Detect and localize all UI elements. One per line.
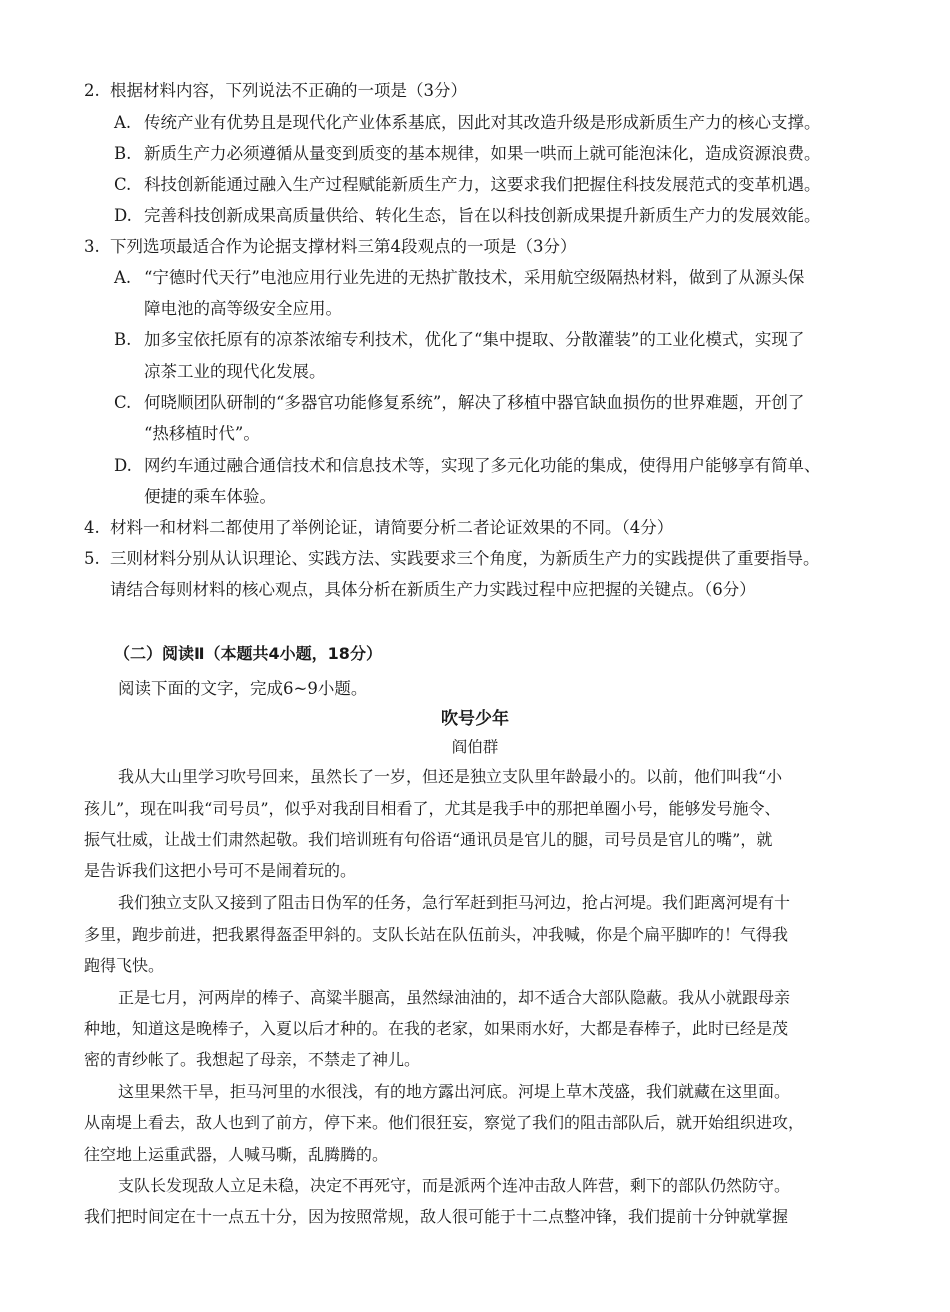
story-line: 密的青纱帐了。我想起了母亲，不禁走了神儿。 bbox=[84, 1050, 421, 1069]
section-heading: （二）阅读Ⅱ（本题共4小题，18分） bbox=[114, 644, 382, 663]
option-text: 加多宝依托原有的凉茶浓缩专利技术，优化了“集中提取、分散灌装”的工业化模式，实现了 bbox=[144, 330, 805, 349]
option-text: 科技创新能通过融入生产过程赋能新质生产力，这要求我们把握住科技发展范式的变革机遇。 bbox=[144, 175, 821, 194]
story-line: 振气壮威，让战士们肃然起敬。我们培训班有句俗语“通讯员是官儿的腿，司号员是官儿的嘴”，就 bbox=[84, 830, 773, 849]
option-text-continued: 障电池的高等级安全应用。 bbox=[144, 299, 342, 318]
question-number: 3. bbox=[84, 237, 100, 256]
story-title: 吹号少年 bbox=[441, 709, 509, 729]
q3-option-a bbox=[114, 268, 804, 288]
story-line: 我们独立支队又接到了阻击日伪军的任务，急行军赶到拒马河边，抢占河堤。我们距离河堤有十 bbox=[118, 893, 791, 912]
option-text-continued: “热移植时代”。 bbox=[144, 424, 260, 443]
story-line: 从南堤上看去，敌人也到了前方，停下来。他们很狂妄，察觉了我们的阻击部队后，就开始组织进攻， bbox=[84, 1113, 805, 1132]
option-letter: C. bbox=[114, 393, 132, 412]
story-line: 是告诉我们这把小号可不是闹着玩的。 bbox=[84, 861, 357, 880]
question-number: 5. bbox=[84, 549, 100, 568]
option-text: “宁德时代天行”电池应用行业先进的无热扩散技术，采用航空级隔热材料，做到了从源头保 bbox=[144, 268, 805, 287]
option-letter: A. bbox=[114, 113, 132, 132]
option-text: 网约车通过融合通信技术和信息技术等，实现了多元化功能的集成，使得用户能够享有简单、 bbox=[144, 456, 821, 475]
story-line: 支队长发现敌人立足未稳，决定不再死守，而是派两个连冲击敌人阵营，剩下的部队仍然防守。 bbox=[118, 1176, 791, 1195]
question-3-stem bbox=[84, 237, 577, 257]
option-letter: B. bbox=[114, 330, 132, 349]
story-line: 种地，知道这是晚棒子，入夏以后才种的。在我的老家，如果雨水好，大都是春棒子，此时已经是茂 bbox=[84, 1019, 789, 1038]
story-line: 孩儿”，现在叫我“司号员”，似乎对我刮目相看了，尤其是我手中的那把单圈小号，能够发号施令、 bbox=[84, 799, 781, 818]
question-4-stem bbox=[84, 518, 673, 538]
question-5-stem bbox=[84, 549, 820, 569]
option-text: 新质生产力必须遵循从量变到质变的基本规律，如果一哄而上就可能泡沫化，造成资源浪费。 bbox=[144, 144, 821, 163]
story-line: 多里，跑步前进，把我累得盔歪甲斜的。支队长站在队伍前头，冲我喊，你是个扁平脚咋的！气得我 bbox=[84, 925, 789, 944]
option-text-continued: 凉茶工业的现代化发展。 bbox=[144, 362, 326, 381]
question-text-continued: 请结合每则材料的核心观点，具体分析在新质生产力实践过程中应把握的关键点。（6分） bbox=[110, 580, 756, 599]
option-letter: C. bbox=[114, 175, 132, 194]
option-letter: B. bbox=[114, 144, 132, 163]
option-text: 何晓顺团队研制的“多器官功能修复系统”，解决了移植中器官缺血损伤的世界难题，开创了 bbox=[144, 393, 805, 412]
question-text: 材料一和材料二都使用了举例论证，请简要分析二者论证效果的不同。（4分） bbox=[110, 518, 674, 537]
question-text: 三则材料分别从认识理论、实践方法、实践要求三个角度，为新质生产力的实践提供了重要指导。 bbox=[110, 549, 820, 568]
q3-option-d bbox=[114, 456, 821, 476]
q2-option-d bbox=[114, 206, 821, 226]
question-2-stem bbox=[84, 81, 467, 101]
story-line: 正是七月，河两岸的棒子、高粱半腿高，虽然绿油油的，却不适合大部队隐蔽。我从小就跟母亲 bbox=[118, 988, 791, 1007]
option-text-continued: 便捷的乘车体验。 bbox=[144, 487, 276, 506]
q3-option-c bbox=[114, 393, 804, 413]
option-letter: D. bbox=[114, 206, 132, 225]
question-text: 下列选项最适合作为论据支撑材料三第4段观点的一项是（3分） bbox=[110, 237, 577, 256]
story-line: 我们把时间定在十一点五十分，因为按照常规，敌人很可能于十二点整冲锋，我们提前十分钟就掌握 bbox=[84, 1207, 789, 1226]
story-line: 我从大山里学习吹号回来，虽然长了一岁，但还是独立支队里年龄最小的。以前，他们叫我“小 bbox=[118, 767, 783, 786]
q2-option-b bbox=[114, 144, 821, 164]
q2-option-c bbox=[114, 175, 821, 195]
question-number: 4. bbox=[84, 518, 100, 537]
option-letter: D. bbox=[114, 456, 132, 475]
option-letter: A. bbox=[114, 268, 132, 287]
q2-option-a bbox=[114, 113, 821, 133]
question-text: 根据材料内容，下列说法不正确的一项是（3分） bbox=[110, 81, 467, 100]
q3-option-b bbox=[114, 330, 804, 350]
option-text: 完善科技创新成果高质量供给、转化生态，旨在以科技创新成果提升新质生产力的发展效能。 bbox=[144, 206, 821, 225]
question-number: 2. bbox=[84, 81, 100, 100]
story-line: 这里果然干旱，拒马河里的水很浅，有的地方露出河底。河堤上草木茂盛，我们就藏在这里面。 bbox=[118, 1082, 791, 1101]
section-instruction: 阅读下面的文字，完成6~9小题。 bbox=[118, 679, 368, 698]
story-author: 阎伯群 bbox=[451, 738, 499, 756]
option-text: 传统产业有优势且是现代化产业体系基底，因此对其改造升级是形成新质生产力的核心支撑。 bbox=[144, 113, 821, 132]
story-line: 跑得飞快。 bbox=[84, 956, 165, 975]
story-line: 往空地上运重武器，人喊马嘶，乱腾腾的。 bbox=[84, 1145, 389, 1164]
